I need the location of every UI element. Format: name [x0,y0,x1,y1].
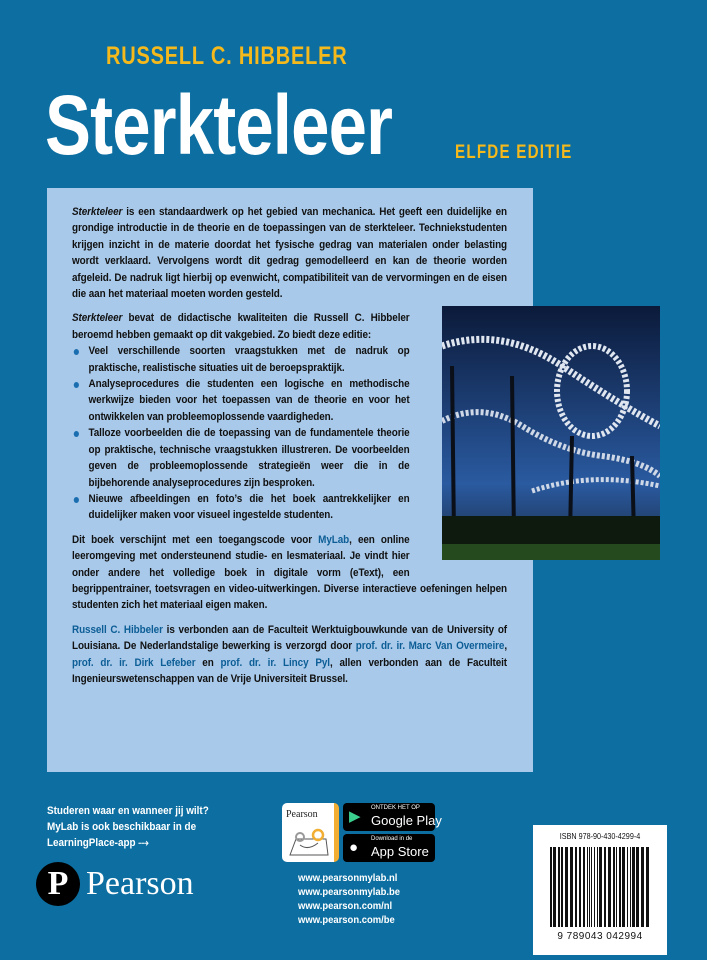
title-ref: Sterkteleer [72,312,123,325]
barcode-bar [589,847,590,927]
barcode-bar [550,847,552,927]
promo-line: MyLab is ook beschikbaar in de [47,821,197,833]
website-list [298,871,400,927]
list-item-text: Analyseprocedures die studenten een logische en methodische werkwijze bieden voor het toepassen van de theorie en voor het ontwikkelen van probleemoplossende vaardigheden. [88,378,410,423]
promo-line: Studeren waar en wanneer jij wilt? [47,805,209,817]
app-store-badge[interactable] [343,834,435,862]
paragraph-authors [72,622,507,688]
map-pin-icon [288,827,330,857]
barcode-bar [594,847,595,927]
bullet-icon [74,349,79,355]
text: Dit boek verschijnt met een toegangscode voor [72,533,319,546]
barcode-bar [619,847,621,927]
publisher-name: Pearson [86,865,194,902]
text: , [504,640,508,653]
google-play-badge[interactable] [343,803,442,831]
book-title: Sterkteleer [45,78,393,172]
google-play-icon: ▶ [349,808,361,825]
barcode-bar [608,847,611,927]
barcode-bar [613,847,615,927]
badge-small-text: ONTDEK HET OP [371,805,420,811]
pearson-logo [36,862,194,906]
editor-name: prof. dr. ir. Lincy Pyl [220,656,330,669]
badge-small-text: Download in de [371,836,413,842]
barcode-bar [622,847,625,927]
text: en [195,656,221,669]
barcode-bar [561,847,563,927]
barcode-bar [583,847,585,927]
barcode-bar [597,847,598,927]
learningplace-app-icon [282,803,339,862]
barcode-bar [599,847,602,927]
text: , allen verbonden aan de Faculteit Ingenieurswetenschappen van de Vrije Universiteit Brussel. [72,656,508,685]
promo-line: LearningPlace-app ⤏ [47,837,149,849]
badge-big-text: App Store [371,844,429,859]
author-ref: Russell C. Hibbeler [72,623,163,636]
barcode-bar [636,847,639,927]
app-promo-text [47,803,209,851]
list-item-text: Nieuwe afbeeldingen en foto’s die het boek aantrekkelijker en duidelijker maken voor visueel ingestelde studenten. [88,492,410,522]
bullet-icon [74,382,79,388]
text: is verbonden aan de Faculteit Werktuigbouwkunde van de University of Louisiana. De Nederlandstalige bewerking is verzorgd door [72,623,507,653]
app-icon-label: Pearson [286,809,318,820]
barcode-bar [575,847,577,927]
barcode-bar [641,847,644,927]
ean-number: 9 789043 042994 [557,931,643,942]
intro-text: is een standaardwerk op het gebied van mechanica. Het geeft een duidelijke en grondige introductie in de theorie en de toepassingen van de sterkteleer. Techniekstudenten krijgen inzicht in de materie doordat het fysische gedrag van materialen onder belasting wordt verklaard. Vervolgens wordt dit gedrag gemodelleerd en kan de theorie worden afgeleid. De nadruk ligt hierbij op evenwicht, compatibiliteit van de vervormingen en de eisen die aan het materiaal moeten worden gesteld. [72,206,508,301]
barcode-bar [630,847,631,927]
pearson-p-icon: P [36,862,80,906]
barcode-icon [550,847,650,927]
apple-icon: ● [349,839,359,856]
barcode-bar [587,847,588,927]
text: , een online leeromgeving met ondersteunend studie- en lesmateriaal. Je vindt hier onder andere het volledige boek in digitale vorm (eText), een begrippentrainer, toetsvragen en video-uitwerkingen. Diverse interactieve oefeningen helpen studenten zich het materiaal eigen maken. [72,533,507,612]
paragraph-intro [72,204,507,302]
website-link[interactable]: www.pearson.com/be [298,914,395,926]
bullet-icon [74,431,79,437]
barcode-bar [616,847,617,927]
website-link[interactable]: www.pearsonmylab.nl [298,872,398,884]
website-link[interactable]: www.pearsonmylab.be [298,886,401,898]
barcode-bar [579,847,581,927]
editor-name: prof. dr. ir. Dirk Lefeber [72,656,196,669]
title-ref: Sterkteleer [72,206,123,218]
isbn-label: ISBN 978-90-430-4299-4 [559,832,641,841]
barcode-bar [632,847,635,927]
editor-name: prof. dr. ir. Marc Van Overmeire [355,640,505,653]
barcode-block [533,825,667,955]
barcode-bar [646,847,649,927]
barcode-bar [591,847,592,927]
edition-label: ELFDE EDITIE [455,142,573,163]
barcode-bar [627,847,628,927]
list-item-text: Veel verschillende soorten vraagstukken met de nadruk op praktische, realistische situaties uit de beroepspraktijk. [88,345,410,374]
cover-photo-rollercoaster-bridge [442,306,660,560]
mylab-link: MyLab [318,533,350,546]
bullet-icon [74,497,79,503]
author-name: RUSSELL C. HIBBELER [106,42,348,70]
list-item-text: Talloze voorbeelden die de toepassing van de fundamentele theorie op praktische, technische vraagstukken illustreren. De voorbeelden geven de probleemoplossende strategieën weer die in de bijbehorende analyseprocedures zijn besproken. [88,427,410,489]
website-link[interactable]: www.pearson.com/nl [298,900,393,912]
barcode-bar [558,847,560,927]
barcode-bar [570,847,573,927]
qualities-text: bevat de didactische kwaliteiten die Russell C. Hibbeler beroemd hebben gemaakt op dit vakgebied. Zo biedt deze editie: [72,312,410,341]
barcode-bar [553,847,556,927]
badge-big-text: Google Play [371,813,442,828]
barcode-bar [565,847,568,927]
barcode-bar [604,847,606,927]
